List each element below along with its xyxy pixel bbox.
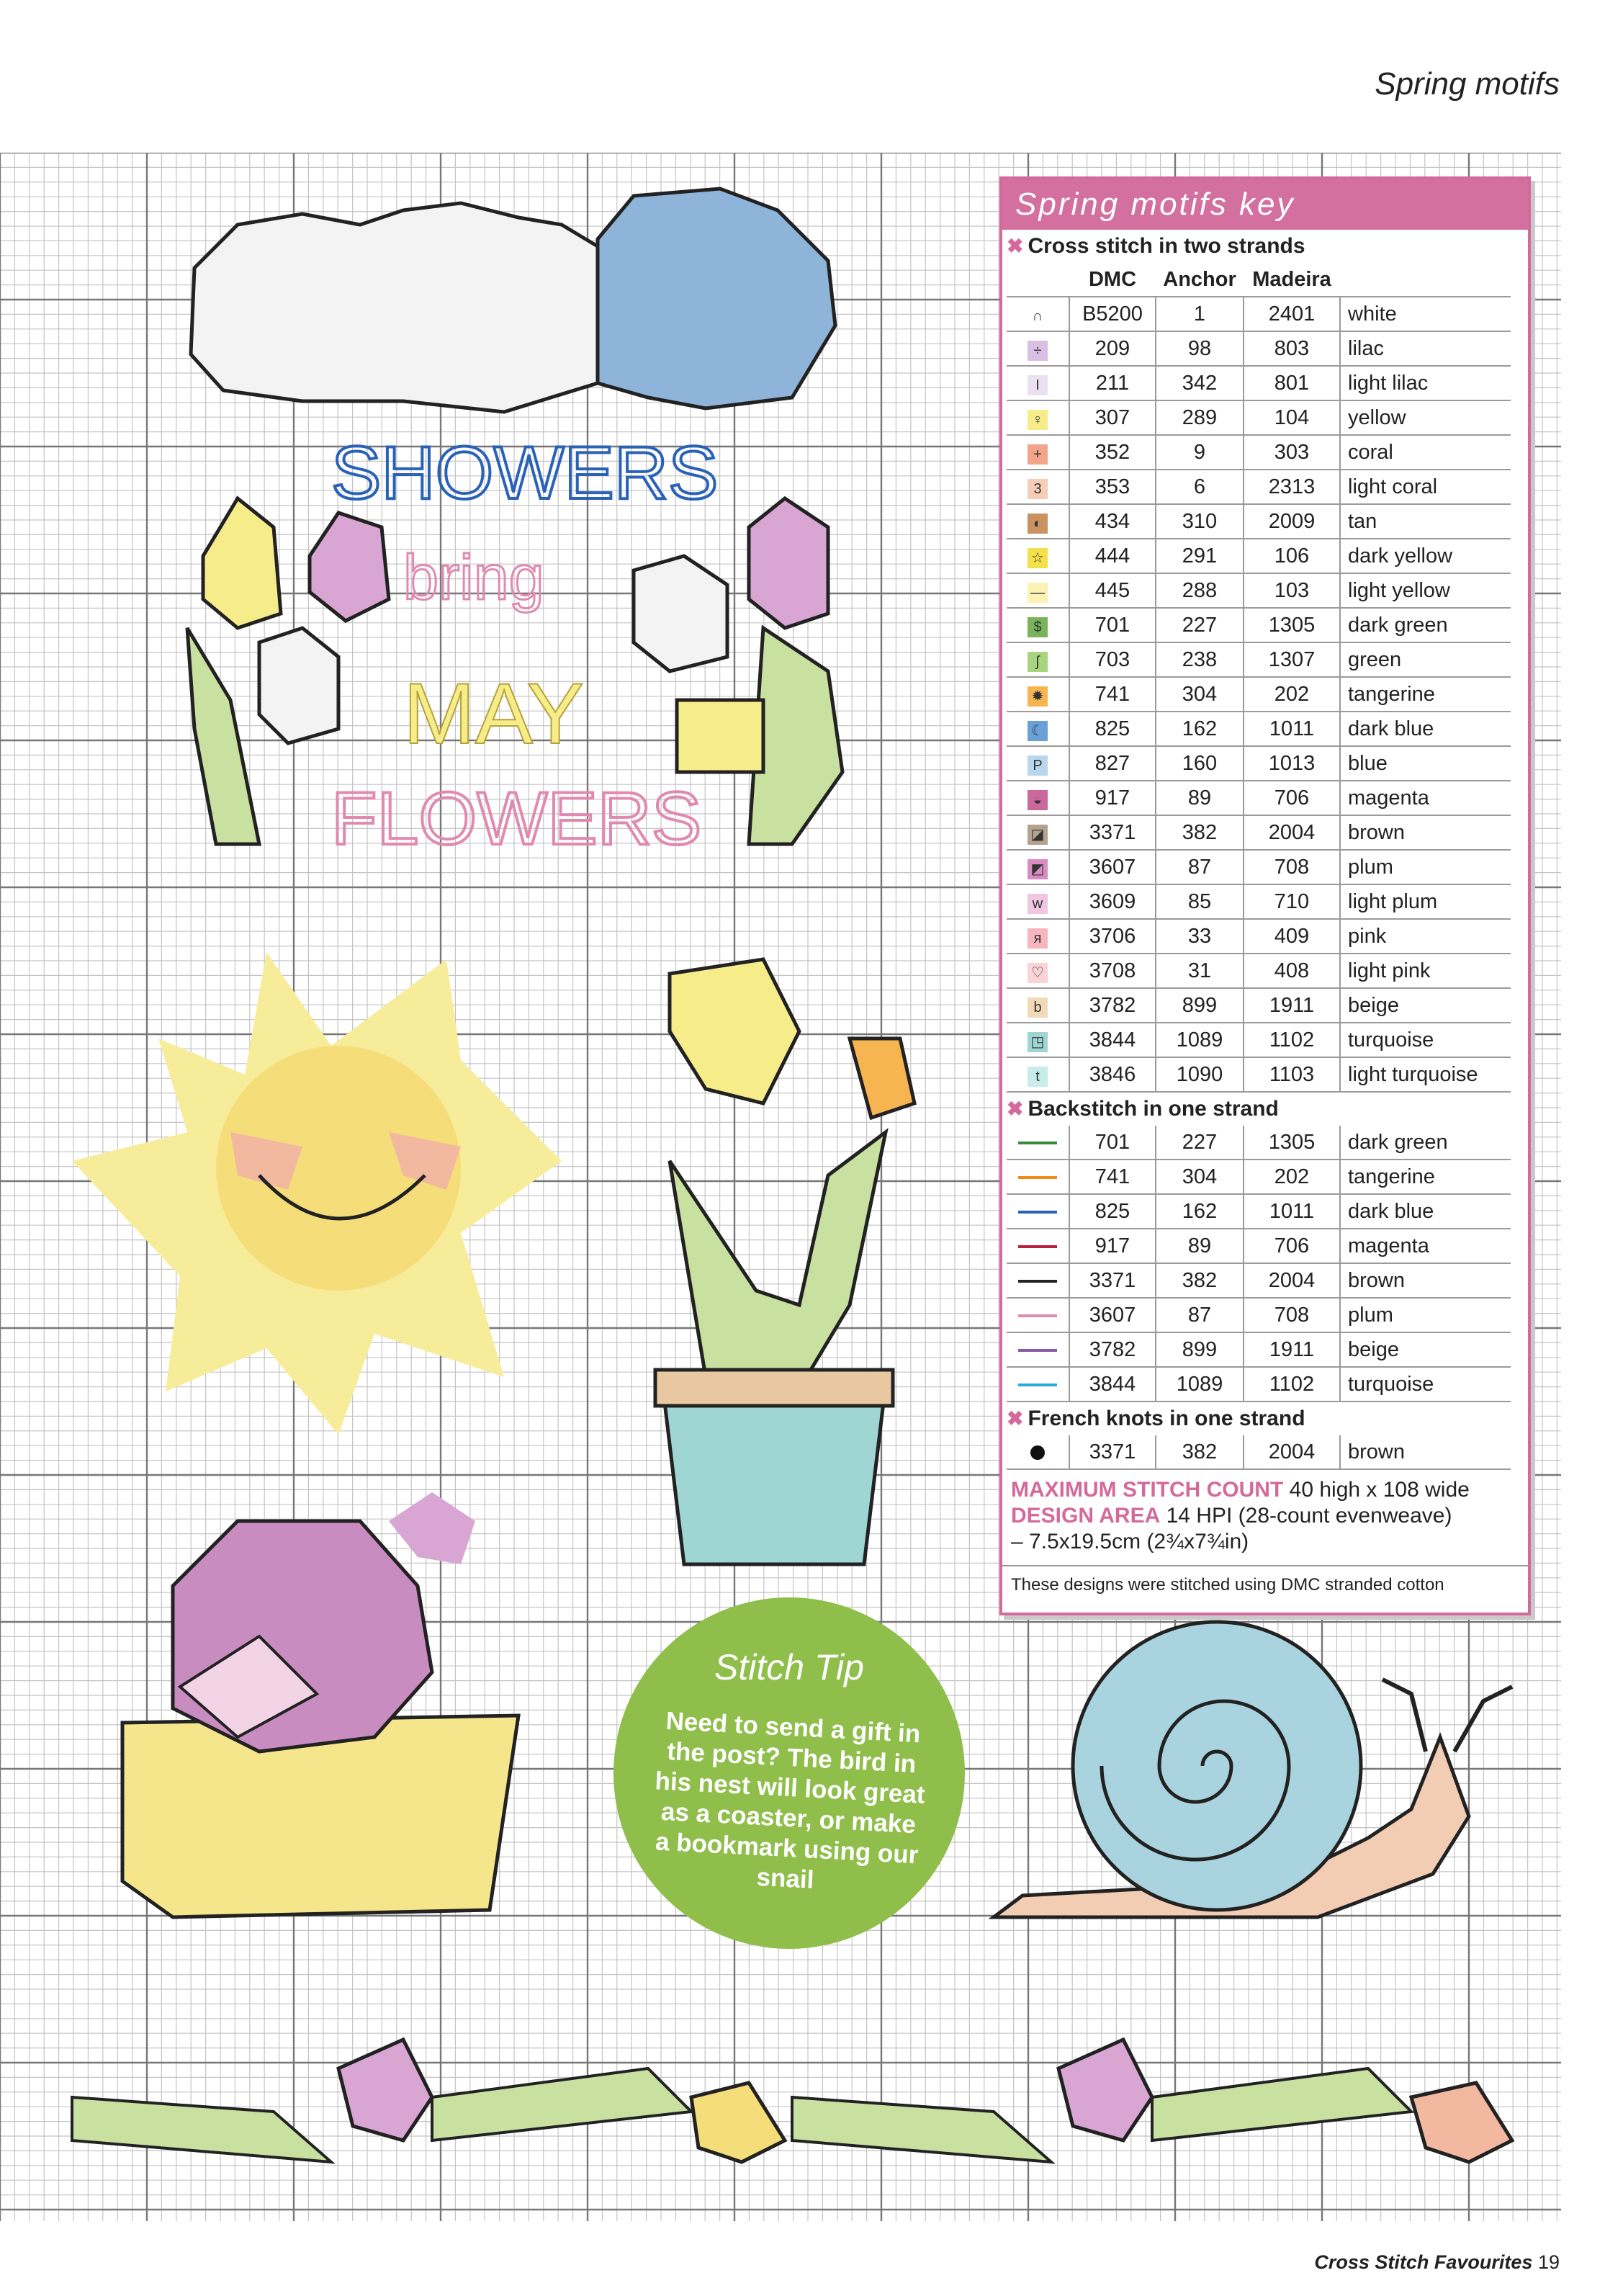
dmc-cell: 917 [1069,781,1156,815]
cross-stitch-row [1007,919,1511,954]
cross-stitch-row [1007,470,1511,504]
symbol-cell [1007,539,1069,573]
dmc-cell: 827 [1069,746,1156,781]
name-cell: magenta [1340,781,1511,815]
backstitch-heading: ✖ Backstitch in one strand [1007,1097,1279,1121]
dmc-cell: 741 [1069,677,1156,712]
pot-rim [655,1370,893,1406]
anchor-cell: 89 [1156,781,1244,815]
anchor-cell: 1 [1156,297,1244,331]
madeira-cell: 1911 [1244,988,1340,1023]
cross-stitch-row [1007,331,1511,366]
madeira-cell: 1103 [1244,1057,1340,1092]
anchor-cell: 89 [1156,1229,1244,1263]
anchor-cell: 382 [1156,1263,1244,1298]
symbol-cell [1007,954,1069,988]
dmc-cell: 3708 [1069,954,1156,988]
anchor-cell: 899 [1156,1332,1244,1367]
symbol-cell [1007,642,1069,677]
name-cell: brown [1340,815,1511,850]
cross-stitch-row [1007,850,1511,884]
anchor-cell: 1089 [1156,1367,1244,1402]
madeira-cell: 708 [1244,850,1340,884]
key-notes [1002,1470,1528,1555]
dmc-cell: 3782 [1069,988,1156,1023]
symbol-cell [1007,712,1069,746]
knot-cell [1007,1435,1069,1469]
anchor-cell: 87 [1156,1298,1244,1332]
anchor-cell: 162 [1156,1194,1244,1229]
daisy-yellow [677,700,763,772]
name-cell: light lilac [1340,366,1511,400]
madeira-cell: 1102 [1244,1023,1340,1057]
madeira-cell: 303 [1244,435,1340,470]
stitch-tip-title: Stitch Tip [714,1647,864,1687]
symbol-cell [1007,504,1069,539]
symbol-cell [1007,919,1069,954]
cross-stitch-row [1007,366,1511,400]
col-name [1340,263,1511,297]
bird-body [173,1521,432,1752]
symbol-swatch: $ [1028,617,1048,637]
page-footer [1314,2251,1560,2274]
spring-motifs-key [999,176,1531,1615]
name-cell: tan [1340,504,1511,539]
cross-stitch-row [1007,712,1511,746]
symbol-cell [1007,850,1069,884]
cross-stitch-row [1007,988,1511,1023]
dmc-cell: 3782 [1069,1332,1156,1367]
dmc-cell: 3607 [1069,1298,1156,1332]
dmc-cell: 701 [1069,1126,1156,1160]
cross-stitch-row [1007,539,1511,573]
stitch-tip-body: Need to send a gift in the post? The bird in his nest will look great as a coaster, or make a bookmark using our snail [654,1706,926,1894]
madeira-cell: 1307 [1244,642,1340,677]
flower-white-left [259,628,338,743]
symbol-swatch: я [1028,928,1048,949]
anchor-cell: 382 [1156,1435,1244,1469]
daffodil-bud [850,1039,914,1118]
madeira-cell: 1011 [1244,1194,1340,1229]
cross-icon: ✖ [1007,1098,1024,1120]
madeira-cell: 2004 [1244,815,1340,850]
anchor-cell: 31 [1156,954,1244,988]
anchor-cell: 33 [1156,919,1244,954]
nest [122,1716,518,1917]
cross-stitch-row [1007,884,1511,919]
anchor-cell: 1090 [1156,1057,1244,1092]
cross-stitch-row [1007,781,1511,815]
symbol-swatch: ♀ [1028,410,1048,430]
symbol-swatch: I [1028,375,1048,395]
page-number: 19 [1537,2251,1560,2273]
cross-stitch-row [1007,297,1511,331]
name-cell: dark blue [1340,712,1511,746]
name-cell: magenta [1340,1229,1511,1263]
cross-stitch-row [1007,400,1511,435]
flower-pot [662,1384,886,1564]
madeira-cell: 1011 [1244,712,1340,746]
name-cell: green [1340,642,1511,677]
cloud-blue [598,189,835,408]
symbol-swatch: ✹ [1028,686,1048,707]
madeira-cell: 104 [1244,400,1340,435]
symbol-cell [1007,746,1069,781]
anchor-cell: 227 [1156,1126,1244,1160]
cross-stitch-row [1007,504,1511,539]
name-cell: brown [1340,1263,1511,1298]
line-cell [1007,1298,1069,1332]
madeira-cell: 2004 [1244,1435,1340,1469]
dmc-cell: 3706 [1069,919,1156,954]
magazine-name: Cross Stitch Favourites [1314,2251,1533,2273]
dmc-cell: 741 [1069,1160,1156,1194]
backstitch-line-swatch [1018,1211,1057,1214]
anchor-cell: 238 [1156,642,1244,677]
name-cell: lilac [1340,331,1511,366]
dmc-cell: 209 [1069,331,1156,366]
cloud-white [191,203,598,412]
madeira-cell: 2401 [1244,297,1340,331]
name-cell: white [1340,297,1511,331]
french-knots-heading: ✖ French knots in one strand [1007,1407,1305,1430]
anchor-cell: 1089 [1156,1023,1244,1057]
symbol-swatch: ÷ [1028,341,1048,361]
dmc-cell: 3371 [1069,1263,1156,1298]
cross-icon: ✖ [1007,235,1024,257]
symbol-swatch: ◐ [1028,514,1048,534]
anchor-cell: 289 [1156,400,1244,435]
cross-stitch-table [1007,263,1511,1093]
anchor-cell: 160 [1156,746,1244,781]
dmc-cell: 3846 [1069,1057,1156,1092]
symbol-swatch: ◳ [1028,1032,1048,1052]
french-knot-row [1007,1435,1511,1469]
dmc-cell: 211 [1069,366,1156,400]
symbol-swatch: + [1028,444,1048,465]
madeira-cell: 1305 [1244,608,1340,642]
dmc-cell: 434 [1069,504,1156,539]
dmc-cell: 353 [1069,470,1156,504]
symbol-swatch: ☾ [1028,721,1048,741]
col-madeira: Madeira [1244,263,1340,297]
col-symbol [1007,263,1069,297]
backstitch-line-swatch [1018,1384,1057,1386]
col-anchor: Anchor [1156,263,1244,297]
french-knot-icon [1030,1445,1045,1460]
line-cell [1007,1367,1069,1402]
madeira-cell: 202 [1244,1160,1340,1194]
line-cell [1007,1332,1069,1367]
madeira-cell: 106 [1244,539,1340,573]
key-title: Spring motifs key [1002,179,1528,230]
symbol-swatch: b [1028,997,1048,1018]
cross-stitch-row [1007,815,1511,850]
name-cell: dark yellow [1340,539,1511,573]
name-cell: beige [1340,988,1511,1023]
backstitch-row [1007,1126,1511,1160]
backstitch-row [1007,1160,1511,1194]
madeira-cell: 1911 [1244,1332,1340,1367]
symbol-cell [1007,366,1069,400]
design-area: DESIGN AREA 14 HPI (28-count evenweave) [1011,1504,1452,1528]
backstitch-table [1007,1126,1511,1402]
madeira-cell: 1102 [1244,1367,1340,1402]
cross-stitch-row [1007,677,1511,712]
madeira-cell: 1013 [1244,746,1340,781]
name-cell: yellow [1340,400,1511,435]
anchor-cell: 98 [1156,331,1244,366]
flower-white-right [634,556,727,671]
backstitch-row [1007,1298,1511,1332]
key-footnote: These designs were stitched using DMC stranded cotton [1002,1565,1528,1595]
design-area-size: – 7.5x19.5cm (2¾x7¾in) [1011,1530,1249,1553]
anchor-cell: 162 [1156,712,1244,746]
backstitch-line-swatch [1018,1314,1057,1317]
text-may: MAY [403,665,585,762]
madeira-cell: 710 [1244,884,1340,919]
symbol-swatch: w [1028,894,1048,914]
cross-stitch-row [1007,642,1511,677]
name-cell: beige [1340,1332,1511,1367]
symbol-swatch: t [1028,1067,1048,1087]
dmc-cell: 3844 [1069,1023,1156,1057]
daffodil-leaves [670,1132,886,1377]
dmc-cell: 445 [1069,573,1156,608]
anchor-cell: 288 [1156,573,1244,608]
symbol-swatch: ◒ [1028,790,1048,810]
symbol-cell [1007,435,1069,470]
tulip-plum-right [749,498,828,628]
french-knots-table [1007,1435,1511,1470]
madeira-cell: 2313 [1244,470,1340,504]
symbol-swatch: ∩ [1028,306,1048,326]
name-cell: dark green [1340,608,1511,642]
line-cell [1007,1126,1069,1160]
cross-icon: ✖ [1007,1407,1024,1430]
snail-antennae [1383,1680,1512,1752]
text-showers: SHOWERS [331,431,719,515]
backstitch-line-swatch [1018,1176,1057,1179]
backstitch-line-swatch [1018,1280,1057,1283]
backstitch-line-swatch [1018,1142,1057,1144]
symbol-cell [1007,884,1069,919]
dmc-cell: 3371 [1069,1435,1156,1469]
stitch-tip [613,1597,965,1949]
name-cell: light plum [1340,884,1511,919]
name-cell: plum [1340,850,1511,884]
name-cell: tangerine [1340,677,1511,712]
name-cell: pink [1340,919,1511,954]
madeira-cell: 202 [1244,677,1340,712]
symbol-swatch: — [1028,583,1048,603]
cross-stitch-row [1007,573,1511,608]
dmc-cell: 917 [1069,1229,1156,1263]
name-cell: coral [1340,435,1511,470]
line-cell [1007,1194,1069,1229]
anchor-cell: 382 [1156,815,1244,850]
cross-stitch-row [1007,954,1511,988]
symbol-swatch: ʃ [1028,652,1048,672]
name-cell: turquoise [1340,1023,1511,1057]
bird-bow [389,1492,475,1564]
page-title: Spring motifs [1375,66,1560,102]
backstitch-row [1007,1332,1511,1367]
tulip-yellow-left [203,498,281,628]
name-cell: dark blue [1340,1194,1511,1229]
anchor-cell: 342 [1156,366,1244,400]
symbol-swatch: P [1028,755,1048,776]
symbol-cell [1007,1023,1069,1057]
dmc-cell: B5200 [1069,297,1156,331]
line-cell [1007,1263,1069,1298]
max-stitch-count: MAXIMUM STITCH COUNT 40 high x 108 wide [1011,1478,1470,1502]
tulip-border [72,2040,1512,2162]
dmc-cell: 352 [1069,435,1156,470]
symbol-swatch: ◩ [1028,859,1048,879]
madeira-cell: 408 [1244,954,1340,988]
name-cell: brown [1340,1435,1511,1469]
anchor-cell: 6 [1156,470,1244,504]
dmc-cell: 825 [1069,712,1156,746]
dmc-cell: 3609 [1069,884,1156,919]
dmc-cell: 444 [1069,539,1156,573]
symbol-cell [1007,470,1069,504]
symbol-cell [1007,781,1069,815]
name-cell: light coral [1340,470,1511,504]
symbol-cell [1007,608,1069,642]
name-cell: dark green [1340,1126,1511,1160]
dmc-cell: 703 [1069,642,1156,677]
symbol-swatch: ◪ [1028,825,1048,845]
name-cell: tangerine [1340,1160,1511,1194]
daffodil-flowers [670,959,799,1103]
madeira-cell: 1305 [1244,1126,1340,1160]
madeira-cell: 708 [1244,1298,1340,1332]
text-flowers: FLOWERS [331,777,702,861]
anchor-cell: 87 [1156,850,1244,884]
cross-stitch-row [1007,435,1511,470]
symbol-swatch: ☆ [1028,548,1048,568]
symbol-cell [1007,815,1069,850]
text-bring: bring [403,542,544,613]
backstitch-row [1007,1367,1511,1402]
madeira-cell: 706 [1244,781,1340,815]
madeira-cell: 803 [1244,331,1340,366]
name-cell: blue [1340,746,1511,781]
madeira-cell: 2004 [1244,1263,1340,1298]
symbol-cell [1007,573,1069,608]
dmc-cell: 701 [1069,608,1156,642]
snail-shell [1073,1622,1361,1910]
name-cell: light pink [1340,954,1511,988]
line-cell [1007,1160,1069,1194]
tulip-plum-left [310,513,389,621]
backstitch-row [1007,1263,1511,1298]
backstitch-line-swatch [1018,1349,1057,1352]
dmc-cell: 3607 [1069,850,1156,884]
symbol-swatch: ♡ [1028,963,1048,983]
name-cell: plum [1340,1298,1511,1332]
cross-stitch-row [1007,746,1511,781]
anchor-cell: 899 [1156,988,1244,1023]
madeira-cell: 801 [1244,366,1340,400]
symbol-cell [1007,400,1069,435]
col-dmc: DMC [1069,263,1156,297]
cross-stitch-heading: ✖ Cross stitch in two strands [1007,234,1305,258]
symbol-cell [1007,677,1069,712]
symbol-cell [1007,331,1069,366]
symbol-cell [1007,297,1069,331]
symbol-swatch: 3 [1028,479,1048,499]
name-cell: light turquoise [1340,1057,1511,1092]
name-cell: light yellow [1340,573,1511,608]
backstitch-row [1007,1194,1511,1229]
anchor-cell: 304 [1156,677,1244,712]
anchor-cell: 227 [1156,608,1244,642]
dmc-cell: 3844 [1069,1367,1156,1402]
cross-stitch-row [1007,1023,1511,1057]
cross-stitch-row [1007,608,1511,642]
backstitch-row [1007,1229,1511,1263]
anchor-cell: 310 [1156,504,1244,539]
symbol-cell [1007,1057,1069,1092]
anchor-cell: 291 [1156,539,1244,573]
madeira-cell: 409 [1244,919,1340,954]
line-cell [1007,1229,1069,1263]
madeira-cell: 706 [1244,1229,1340,1263]
stems-left [187,628,259,844]
madeira-cell: 2009 [1244,504,1340,539]
symbol-cell [1007,988,1069,1023]
anchor-cell: 85 [1156,884,1244,919]
dmc-cell: 825 [1069,1194,1156,1229]
cross-stitch-row [1007,1057,1511,1092]
backstitch-line-swatch [1018,1245,1057,1248]
anchor-cell: 9 [1156,435,1244,470]
anchor-cell: 304 [1156,1160,1244,1194]
dmc-cell: 307 [1069,400,1156,435]
madeira-cell: 103 [1244,573,1340,608]
name-cell: turquoise [1340,1367,1511,1402]
dmc-cell: 3371 [1069,815,1156,850]
